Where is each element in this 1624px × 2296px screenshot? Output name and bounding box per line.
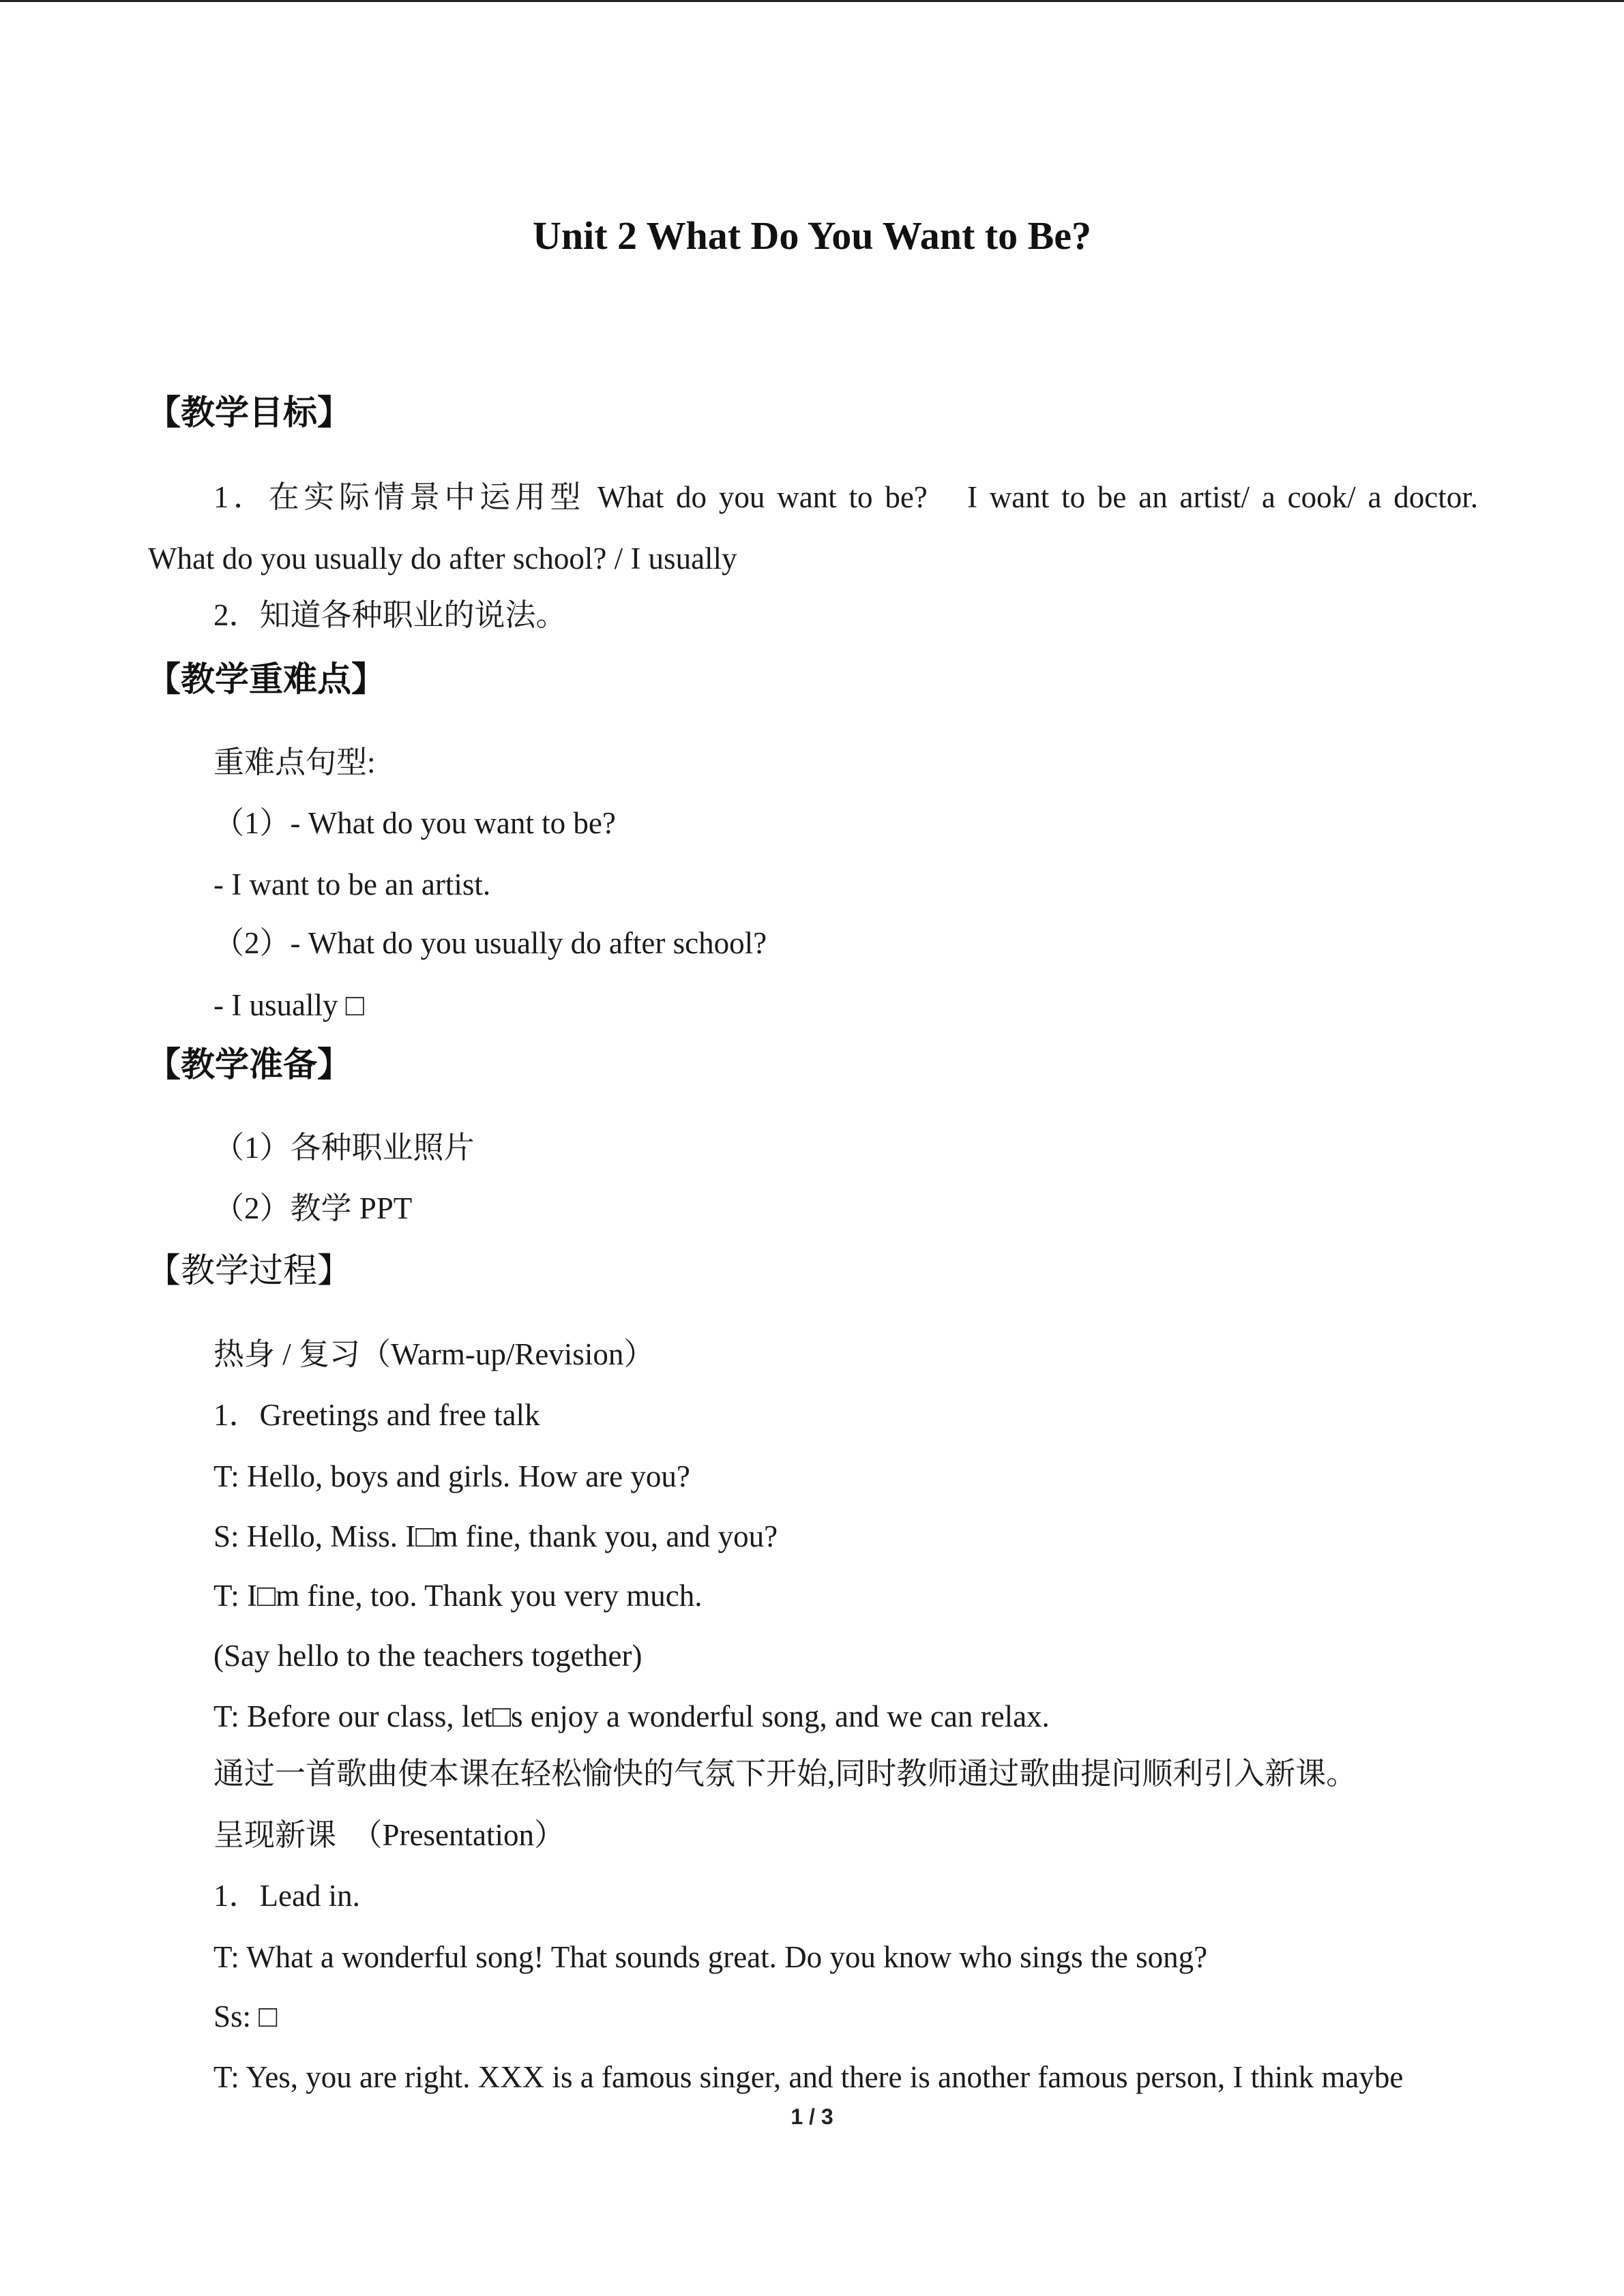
process-line: T: Yes, you are right. XXX is a famous singer, and there is another famous person, I think maybe xyxy=(213,2060,1404,2094)
process-line: 热身 / 复习（Warm-up/Revision） xyxy=(213,1337,655,1371)
process-line: 通过一首歌曲使本课在轻松愉快的气氛下开始,同时教师通过歌曲提问顺利引入新课。 xyxy=(213,1757,1357,1791)
process-line: 1．Lead in. xyxy=(213,1879,360,1913)
preparation-item-1: （1）各种职业照片 xyxy=(213,1131,475,1165)
process-line: T: Hello, boys and girls. How are you? xyxy=(213,1459,690,1493)
process-line: 1．Greetings and free talk xyxy=(213,1398,540,1432)
process-line: S: Hello, Miss. I□m fine, thank you, and you? xyxy=(213,1519,778,1553)
process-line: T: I□m fine, too. Thank you very much. xyxy=(213,1579,703,1613)
objective-line-1-continued: What do you usually do after school? / I usually xyxy=(148,541,737,576)
objective-line-2: 2．知道各种职业的说法。 xyxy=(213,598,567,632)
key-point-question-2: （2）- What do you usually do after school? xyxy=(213,926,767,960)
key-point-question-1: （1）- What do you want to be? xyxy=(213,806,616,840)
key-point-answer-2: - I usually □ xyxy=(213,988,364,1022)
process-line: T: What a wonderful song! That sounds great. Do you know who sings the song? xyxy=(213,1940,1208,1974)
process-line: T: Before our class, let□s enjoy a wonderful song, and we can relax. xyxy=(213,1699,1050,1733)
process-line: (Say hello to the teachers together) xyxy=(213,1639,643,1673)
section-heading-preparation: 【教学准备】 xyxy=(147,1045,351,1084)
preparation-item-2: （2）教学 PPT xyxy=(213,1191,413,1225)
key-point-answer-1: - I want to be an artist. xyxy=(213,867,491,901)
section-heading-objectives: 【教学目标】 xyxy=(147,393,351,432)
objective-line-1: 1．在实际情景中运用型 What do you want to be? I want to be an artist/ a cook/ a doctor. xyxy=(213,480,1478,514)
section-heading-key-points: 【教学重难点】 xyxy=(147,659,385,699)
key-points-intro: 重难点句型: xyxy=(213,745,376,779)
page-number: 1 / 3 xyxy=(791,2104,833,2129)
process-line: Ss: □ xyxy=(213,1999,278,2033)
section-heading-process: 【教学过程】 xyxy=(147,1251,351,1290)
document-title: Unit 2 What Do You Want to Be? xyxy=(532,213,1092,258)
process-line: 呈现新课 （Presentation） xyxy=(213,1818,565,1852)
